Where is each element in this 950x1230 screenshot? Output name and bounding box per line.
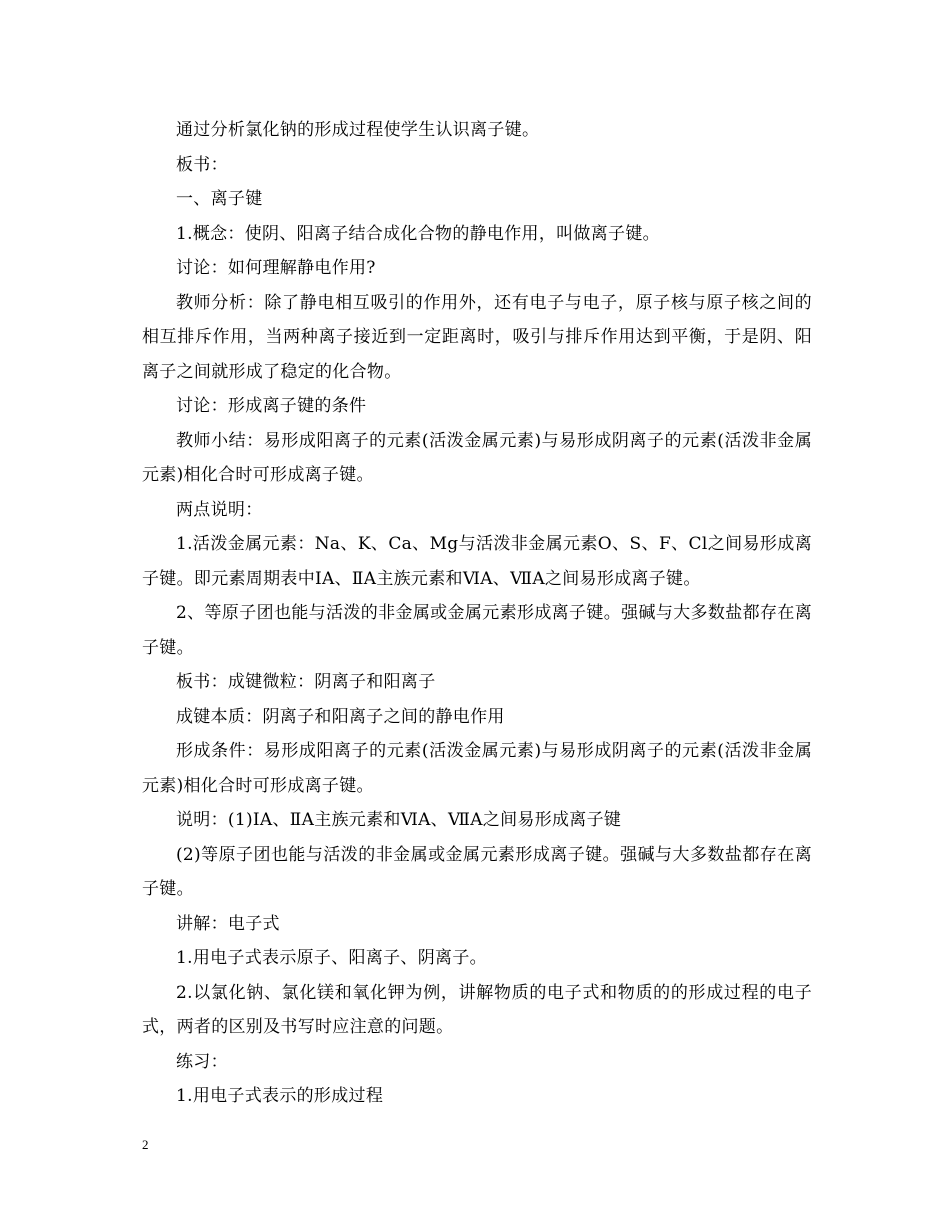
section-heading: 一、离子键 bbox=[176, 189, 263, 209]
paragraph: 1.用电子式表示原子、阳离子、阴离子。 bbox=[176, 948, 487, 968]
paragraph: 讨论：形成离子键的条件 bbox=[176, 396, 367, 416]
paragraph: 讨论：如何理解静电作用? bbox=[176, 258, 376, 278]
paragraph: 教师分析：除了静电相互吸引的作用外，还有电子与电子，原子核与原子核之间的相互排斥作用，当两种离子接近到一定距离时，吸引与排斥作用达到平衡，于是阴、阳离子之间就形成了稳定的化合物。 bbox=[142, 292, 812, 382]
paragraph: 形成条件：易形成阳离子的元素(活泼金属元素)与易形成阴离子的元素(活泼非金属元素)相化合时可形成离子键。 bbox=[142, 741, 812, 796]
paragraph: 1.用电子式表示的形成过程 bbox=[176, 1086, 384, 1106]
paragraph: 练习： bbox=[176, 1051, 228, 1072]
paragraph: 两点说明： bbox=[176, 499, 263, 520]
paragraph: 1.活泼金属元素：Na、K、Ca、Mg与活泼非金属元素O、S、F、Cl之间易形成离子键。即元素周期表中ⅠA、ⅡA主族元素和ⅥA、ⅦA之间易形成离子键。 bbox=[142, 534, 812, 589]
paragraph: 说明：(1)ⅠA、ⅡA主族元素和ⅥA、ⅦA之间易形成离子键 bbox=[176, 810, 622, 830]
paragraph: 1.概念：使阴、阳离子结合成化合物的静电作用，叫做离子键。 bbox=[176, 223, 660, 244]
paragraph: 教师小结：易形成阳离子的元素(活泼金属元素)与易形成阴离子的元素(活泼非金属元素)相化合时可形成离子键。 bbox=[142, 430, 812, 485]
paragraph: 讲解：电子式 bbox=[176, 913, 280, 934]
paragraph: 2.以氯化钠、氯化镁和氧化钾为例，讲解物质的电子式和物质的的形成过程的电子式，两者的区别及书写时应注意的问题。 bbox=[142, 982, 812, 1037]
paragraph: (2)等原子团也能与活泼的非金属或金属元素形成离子键。强碱与大多数盐都存在离子键。 bbox=[142, 844, 812, 899]
paragraph: 通过分析氯化钠的形成过程使学生认识离子键。 bbox=[176, 120, 540, 140]
page-number: 2 bbox=[142, 1137, 149, 1152]
paragraph: 板书：成键微粒：阴离子和阳离子 bbox=[176, 672, 436, 692]
paragraph: 板书： bbox=[176, 154, 228, 175]
document-body bbox=[142, 113, 812, 1114]
paragraph: 2、等原子团也能与活泼的非金属或金属元素形成离子键。强碱与大多数盐都存在离子键。 bbox=[142, 603, 812, 658]
paragraph: 成键本质：阴离子和阳离子之间的静电作用 bbox=[176, 706, 505, 727]
